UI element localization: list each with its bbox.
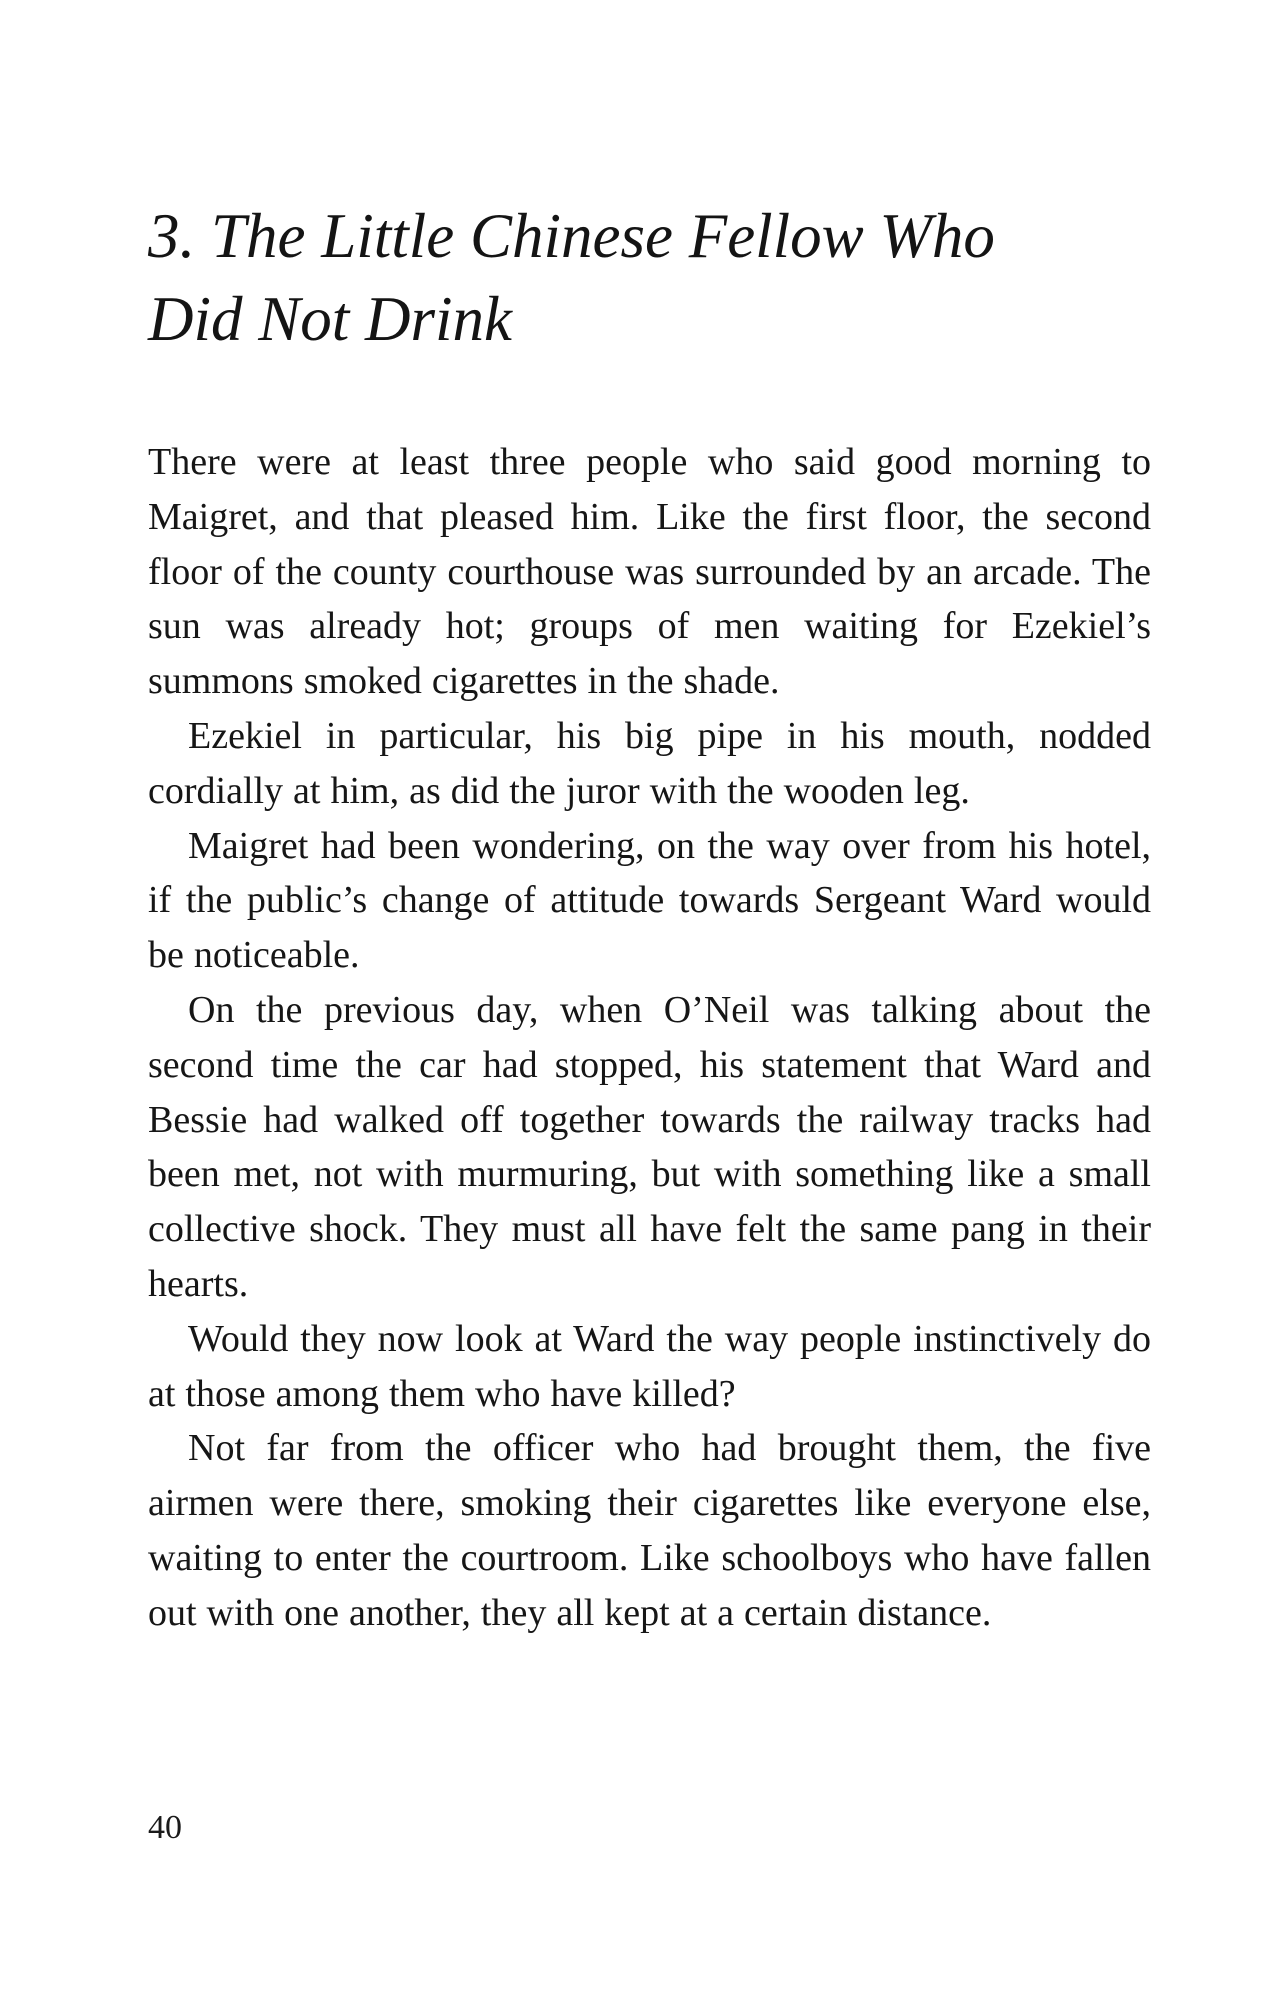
paragraph-3: Maigret had been wondering, on the way over from his hotel, if the public’s change of attitude towards Sergeant Ward would be noticeable. <box>148 824 1151 977</box>
chapter-title-line-2: Did Not Drink <box>148 284 513 354</box>
paragraph-1: There were at least three people who said good morning to Maigret, and that pleased him. Like the first floor, the second floor of the county courthouse was surrounded by an arcade. The sun was already hot; groups of men waiting for Ezekiel’s summons smoked cigarettes in the shade. <box>148 441 1151 703</box>
paragraph-6: Not far from the officer who had brought them, the five airmen were there, smoking their cigarettes like everyone else, waiting to enter the courtroom. Like schoolboys who have fallen out with one another, they all kept at a certain distance. <box>148 1427 1151 1634</box>
page-number: 40 <box>148 1809 182 1846</box>
paragraph-5: Would they now look at Ward the way people instinctively do at those among them who have killed? <box>148 1317 1151 1415</box>
chapter-title <box>148 195 1148 361</box>
paragraph-2: Ezekiel in particular, his big pipe in his mouth, nodded cordially at him, as did the juror with the wooden leg. <box>148 714 1151 812</box>
chapter-title-line-1: 3. The Little Chinese Fellow Who <box>148 201 995 271</box>
body-text <box>148 435 1151 1641</box>
paragraph-4: On the previous day, when O’Neil was talking about the second time the car had stopped, his statement that Ward and Bessie had walked off together towards the railway tracks had been met, not with murmuring, but with something like a small collective shock. They must all have felt the same pang in their hearts. <box>148 988 1151 1305</box>
